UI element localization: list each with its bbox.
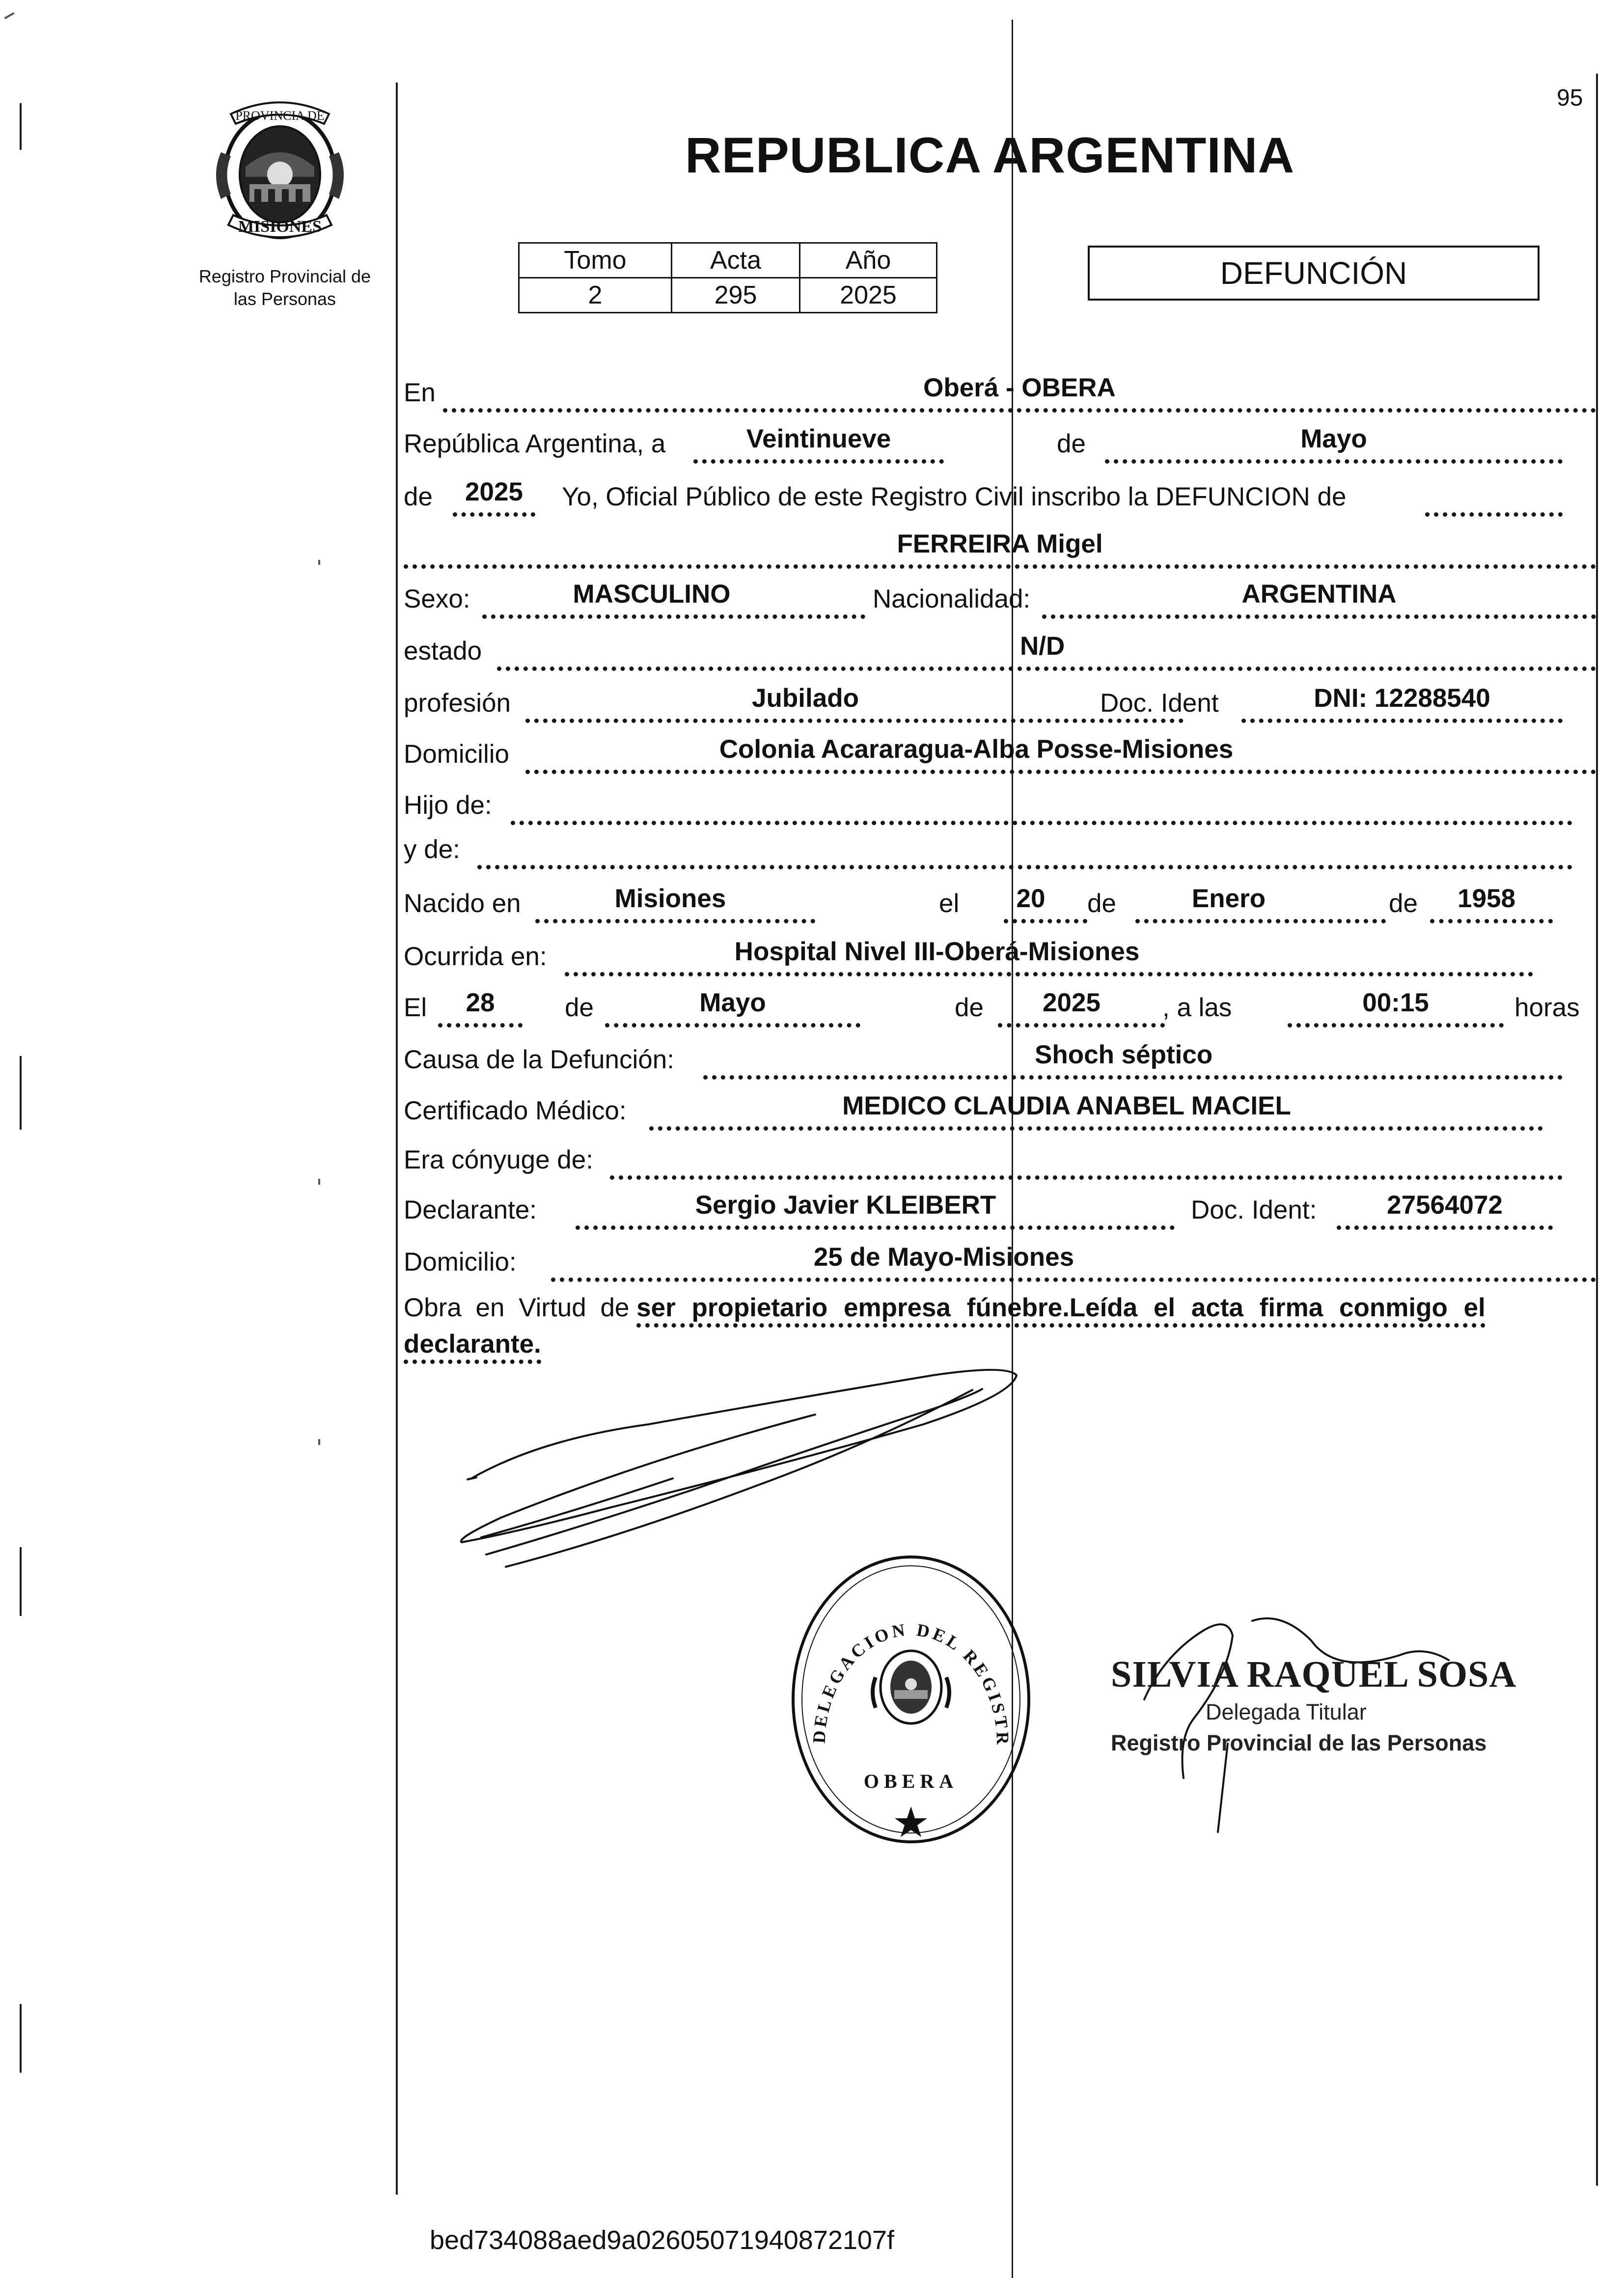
dotted-line: [477, 865, 1572, 869]
row-conyuge: [404, 1140, 1563, 1180]
causa-label: Causa de la Defunción:: [404, 1045, 674, 1074]
speck-mark: [318, 1439, 320, 1445]
ocurrida-value: Hospital Nivel III-Oberá-Misiones: [734, 937, 1140, 966]
dotted-line: [1425, 512, 1563, 517]
svg-text:PROVINCIA DE: PROVINCIA DE: [235, 109, 325, 123]
tomo-value: 2: [519, 278, 672, 313]
el-label: el: [939, 889, 960, 918]
dotted-line: [482, 614, 865, 619]
nacionalidad-value: ARGENTINA: [1241, 580, 1397, 609]
nacido-mes: Enero: [1191, 884, 1266, 913]
anio-header: Año: [800, 243, 937, 278]
sexo-value: MASCULINO: [573, 580, 731, 609]
fecha-mes: Mayo: [699, 988, 766, 1017]
dotted-line: [1105, 459, 1563, 464]
nacido-en-value: Misiones: [614, 884, 726, 913]
certificado-value: MEDICO CLAUDIA ANABEL MACIEL: [842, 1091, 1291, 1120]
stamp-bottom-text: OBERA: [863, 1770, 959, 1792]
dotted-line: [404, 564, 1596, 569]
domicilio2-value: 25 de Mayo-Misiones: [813, 1243, 1074, 1272]
row-obra: [404, 1293, 1596, 1323]
tomo-acta-anio-table: [518, 242, 937, 313]
acta-value: 295: [672, 278, 800, 313]
far-left-mark-2: [20, 1056, 22, 1130]
declarante-doc-label: Doc. Ident:: [1191, 1195, 1317, 1224]
nacido-dia: 20: [1016, 884, 1046, 913]
dotted-line: [551, 1278, 1596, 1282]
dotted-line: [525, 770, 1596, 774]
svg-text:MISIONES: MISIONES: [238, 218, 322, 236]
causa-value: Shoch séptico: [1035, 1040, 1213, 1069]
doc-ident-value: DNI: 12288540: [1314, 684, 1490, 713]
domicilio-label: Domicilio: [404, 740, 509, 769]
official-organization: Registro Provincial de las Personas: [1111, 1730, 1487, 1755]
row-domicilio-declarante: [404, 1243, 1596, 1282]
official-role: Delegada Titular: [1206, 1699, 1367, 1724]
obra-value-line2: declarante.: [404, 1330, 541, 1364]
doc-ident-label: Doc. Ident: [1100, 689, 1219, 718]
provincia-misiones-crest: [201, 93, 358, 255]
dotted-line: [576, 1225, 1175, 1230]
domicilio-value: Colonia Acararagua-Alba Posse-Misiones: [719, 735, 1234, 764]
dotted-line: [511, 821, 1572, 825]
row-anio-inscribo: [404, 477, 1563, 517]
dotted-line: [610, 1175, 1563, 1180]
tomo-header: Tomo: [519, 243, 672, 278]
dotted-line: [1135, 919, 1386, 923]
document-hash: bed734088aed9a02605071940872107f: [430, 2225, 895, 2255]
obra-value-line1: ser propietario empresa fúnebre.Leída el acta firma conmigo el: [636, 1293, 1486, 1328]
ocurrida-label: Ocurrida en:: [404, 942, 547, 971]
row-y-de: [404, 830, 1572, 869]
document-type-box: DEFUNCIÓN: [1088, 246, 1540, 301]
hijo-de-label: Hijo de:: [404, 791, 492, 820]
speck-mark: [318, 560, 320, 565]
table-value-row: [519, 278, 937, 313]
nacido-de-label: de: [1087, 889, 1116, 918]
row-hijo-de: [404, 786, 1572, 825]
mes-texto: Mayo: [1300, 424, 1367, 453]
dotted-line: [525, 719, 1184, 723]
row-certificado: [404, 1091, 1543, 1131]
a-las-label: , a las: [1162, 993, 1232, 1022]
dotted-line: [703, 1075, 1563, 1080]
certificado-label: Certificado Médico:: [404, 1096, 627, 1125]
dotted-line: [453, 512, 535, 517]
anio-texto: 2025: [465, 477, 523, 506]
delegacion-stamp: [781, 1537, 1041, 1871]
nacionalidad-label: Nacionalidad:: [873, 584, 1031, 613]
en-label: En: [404, 378, 436, 407]
dotted-line: [1241, 719, 1563, 723]
declarante-doc-value: 27564072: [1387, 1191, 1503, 1220]
declarante-label: Declarante:: [404, 1195, 537, 1224]
estado-value: N/D: [1020, 632, 1065, 661]
page-number: 95: [1557, 85, 1583, 111]
far-left-mark-4: [20, 2004, 22, 2073]
row-declarante: [404, 1191, 1553, 1230]
row-obra-continuation: [404, 1329, 541, 1359]
dotted-line: [565, 972, 1533, 976]
dotted-line: [605, 1023, 860, 1028]
row-domicilio: [404, 735, 1596, 774]
document-title: REPUBLICA ARGENTINA: [685, 127, 1295, 183]
dotted-line: [497, 667, 1596, 671]
far-left-mark-1: [20, 103, 22, 150]
dia-texto: Veintinueve: [746, 424, 891, 453]
fecha-de-label-2: de: [955, 993, 984, 1022]
inscribo-text: Yo, Oficial Público de este Registro Civil inscribo la DEFUNCION de: [562, 482, 1347, 511]
sexo-label: Sexo:: [404, 584, 470, 613]
nacido-en-label: Nacido en: [404, 889, 521, 918]
obra-label: Obra en Virtud de: [404, 1293, 630, 1322]
dotted-line: [1042, 614, 1596, 619]
corner-mark: [4, 12, 14, 19]
row-causa: [404, 1040, 1563, 1080]
estado-label: estado: [404, 637, 482, 666]
dotted-line: [535, 919, 815, 923]
horas-label: horas: [1514, 993, 1580, 1022]
hora-value: 00:15: [1362, 988, 1429, 1017]
caption-line-2: las Personas: [233, 289, 336, 309]
y-de-label: y de:: [404, 835, 460, 864]
row-fecha-defuncion: [404, 988, 1596, 1028]
dotted-line: [1288, 1023, 1504, 1028]
dotted-line: [438, 1023, 523, 1028]
registro-provincial-caption: [147, 265, 422, 310]
dotted-line: [693, 459, 944, 464]
nacido-de-label-2: de: [1389, 889, 1418, 918]
row-ocurrida: [404, 937, 1533, 976]
de-label-2: de: [404, 482, 433, 511]
row-en: [404, 373, 1596, 413]
acta-header: Acta: [672, 243, 800, 278]
nacido-anio: 1958: [1458, 884, 1515, 913]
republica-label: República Argentina, a: [404, 429, 666, 458]
row-nacido: [404, 884, 1553, 923]
profesion-value: Jubilado: [752, 684, 859, 713]
right-margin-rule: [1596, 74, 1598, 2186]
row-sexo-nacionalidad: [404, 580, 1596, 619]
dotted-line: [998, 1023, 1165, 1028]
official-name: SILVIA RAQUEL SOSA: [1111, 1654, 1517, 1695]
dotted-line: [1004, 919, 1087, 923]
dotted-line: [649, 1126, 1543, 1131]
el-label-2: El: [404, 993, 427, 1022]
fecha-anio: 2025: [1043, 988, 1101, 1017]
row-estado: [404, 632, 1596, 671]
speck-mark: [318, 1179, 320, 1185]
dotted-line: [443, 408, 1596, 413]
en-value: Oberá - OBERA: [923, 373, 1116, 402]
row-nombre: [404, 529, 1596, 569]
fecha-dia: 28: [466, 988, 495, 1017]
domicilio2-label: Domicilio:: [404, 1248, 517, 1277]
conyuge-label: Era cónyuge de:: [404, 1145, 593, 1174]
nombre-fallecido: FERREIRA Migel: [897, 529, 1103, 558]
far-left-mark-3: [20, 1547, 22, 1616]
dotted-line: [1430, 919, 1553, 923]
left-margin-rule: [396, 83, 398, 2195]
anio-value: 2025: [800, 278, 937, 313]
table-header-row: [519, 243, 937, 278]
row-profesion: [404, 684, 1563, 723]
de-label: de: [1057, 429, 1086, 458]
profesion-label: profesión: [404, 689, 511, 718]
stamp-outer-text: DELEGACION DEL REGISTR: [809, 1619, 1013, 1748]
dotted-line: [1337, 1225, 1553, 1230]
row-fecha-inscripcion: [404, 424, 1563, 464]
fecha-de-label: de: [565, 993, 594, 1022]
caption-line-1: Registro Provincial de: [198, 266, 371, 286]
declarante-value: Sergio Javier KLEIBERT: [695, 1191, 996, 1220]
